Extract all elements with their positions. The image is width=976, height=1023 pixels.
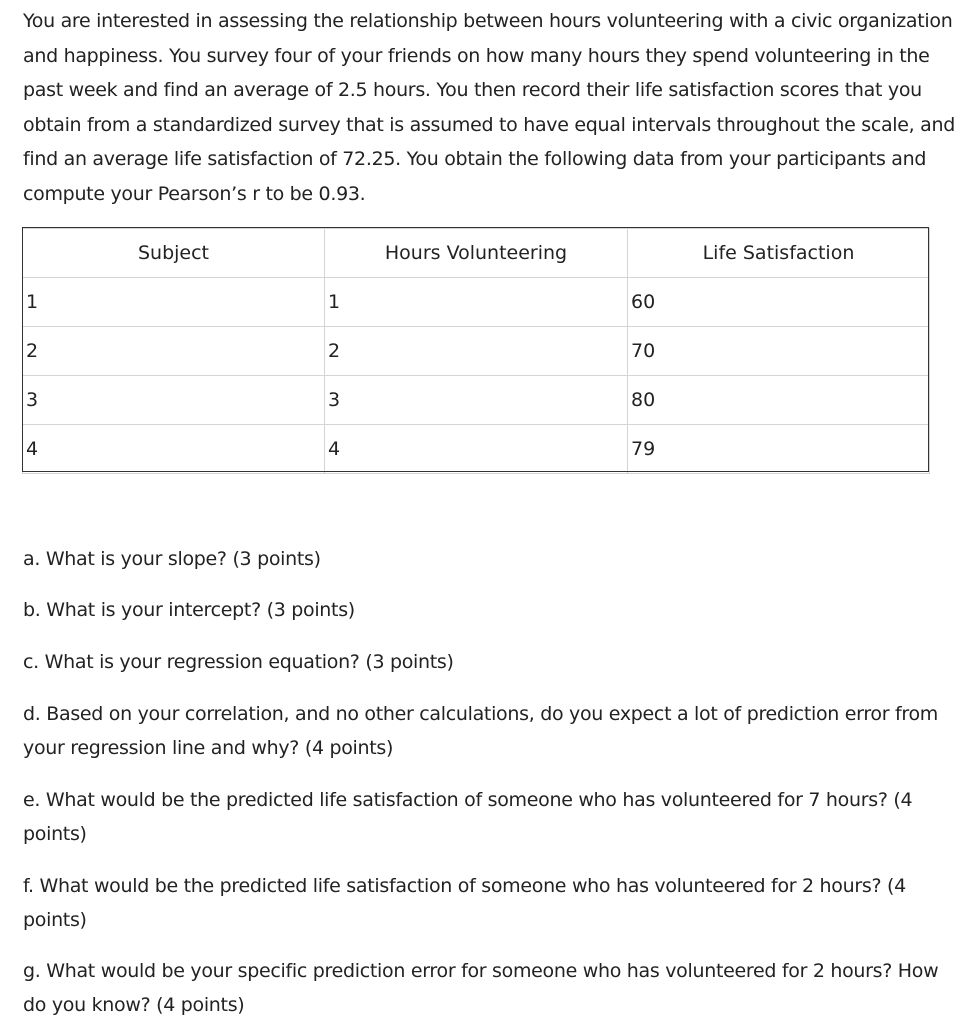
header-subject: Subject	[23, 229, 325, 278]
question-c: c. What is your regression equation? (3 points)	[23, 651, 454, 673]
intro-paragraph: You are interested in assessing the relationship between hours volunteering with a civic organization and happiness. You survey four of your friends on how many hours they spend volunteering in the past week and find an average of 2.5 hours. You then record their life satisfaction scores that you obtain from a standardized survey that is assumed to have equal intervals throughout the scale, and find an average life satisfaction of 72.25. You obtain the following data from your participants and compute your Pearson’s r to be 0.93.	[23, 10, 955, 205]
table-row	[23, 278, 930, 327]
cell-life-satisfaction: 70	[628, 327, 930, 376]
cell-subject: 1	[23, 278, 325, 327]
cell-hours: 4	[325, 425, 628, 474]
table-row	[23, 376, 930, 425]
header-hours-volunteering: Hours Volunteering	[325, 229, 628, 278]
question-g: g. What would be your specific prediction error for someone who has volunteered for 2 hours? How do you know? (4 points)	[23, 960, 939, 1016]
table-row	[23, 425, 930, 474]
cell-life-satisfaction: 80	[628, 376, 930, 425]
cell-life-satisfaction: 60	[628, 278, 930, 327]
data-table	[22, 228, 930, 474]
question-b: b. What is your intercept? (3 points)	[23, 599, 355, 621]
question-d: d. Based on your correlation, and no other calculations, do you expect a lot of prediction error from your regression line and why? (4 points)	[23, 703, 939, 759]
cell-hours: 3	[325, 376, 628, 425]
cell-subject: 3	[23, 376, 325, 425]
cell-subject: 2	[23, 327, 325, 376]
question-f: f. What would be the predicted life satisfaction of someone who has volunteered for 2 hours? (4 points)	[23, 875, 906, 931]
header-life-satisfaction: Life Satisfaction	[628, 229, 930, 278]
question-a: a. What is your slope? (3 points)	[23, 548, 321, 570]
cell-hours: 2	[325, 327, 628, 376]
question-e: e. What would be the predicted life satisfaction of someone who has volunteered for 7 hours? (4 points)	[23, 789, 913, 845]
cell-life-satisfaction: 79	[628, 425, 930, 474]
table-row	[23, 327, 930, 376]
table-header-row	[23, 229, 930, 278]
cell-hours: 1	[325, 278, 628, 327]
cell-subject: 4	[23, 425, 325, 474]
